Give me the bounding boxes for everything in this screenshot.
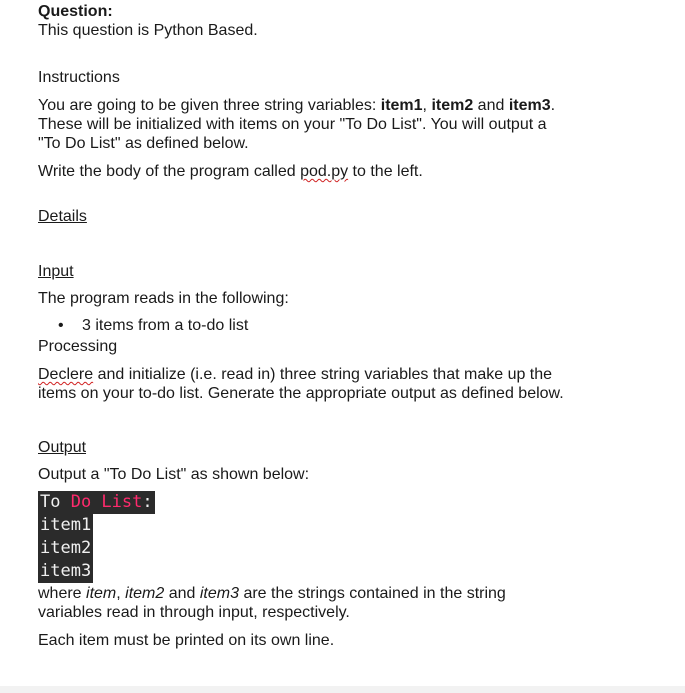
output-heading: Output: [38, 439, 87, 456]
instructions-heading: Instructions: [38, 69, 120, 86]
question-intro: This question is Python Based.: [38, 22, 258, 39]
details-heading: Details: [38, 208, 87, 225]
input-list: [38, 316, 658, 335]
processing-heading: Processing: [38, 338, 118, 355]
output-explanation: where item, item2 and item3 are the strings contained in the string variables read in through input, respectively.: [38, 585, 506, 621]
code-output-block: [38, 491, 658, 583]
instructions-paragraph: You are going to be given three string variables: item1, item2 and item3. These will be initialized with items on your "To Do List". You will output a "To Do List" as defined below.: [38, 97, 556, 152]
output-final-note: Each item must be printed on its own line.: [38, 632, 335, 649]
bullet-icon: •: [58, 317, 64, 334]
code-line-item: item3: [40, 561, 92, 581]
misspelled-word: Declere: [38, 366, 94, 383]
filename: pod.py: [300, 163, 349, 180]
processing-text: Declere and initialize (i.e. read in) three string variables that make up the items on your to-do list. Generate the appropriate output as defined below.: [38, 366, 564, 402]
input-heading: Input: [38, 263, 74, 280]
input-text: The program reads in the following:: [38, 290, 289, 307]
code-line-header: To Do List:: [40, 492, 153, 512]
code-line-item: item2: [40, 538, 92, 558]
var-item2: item2: [431, 97, 474, 114]
list-item: • 3 items from a to-do list: [58, 317, 249, 334]
var-item3: item3: [508, 97, 551, 114]
question-heading: Question:: [38, 3, 113, 20]
instructions-program-line: Write the body of the program called pod.py to the left.: [38, 163, 423, 180]
output-text: Output a "To Do List" as shown below:: [38, 466, 310, 483]
code-line-item: item1: [40, 515, 92, 535]
bottom-divider: [0, 686, 685, 693]
var-item1: item1: [380, 97, 423, 114]
document-body: [38, 0, 658, 650]
